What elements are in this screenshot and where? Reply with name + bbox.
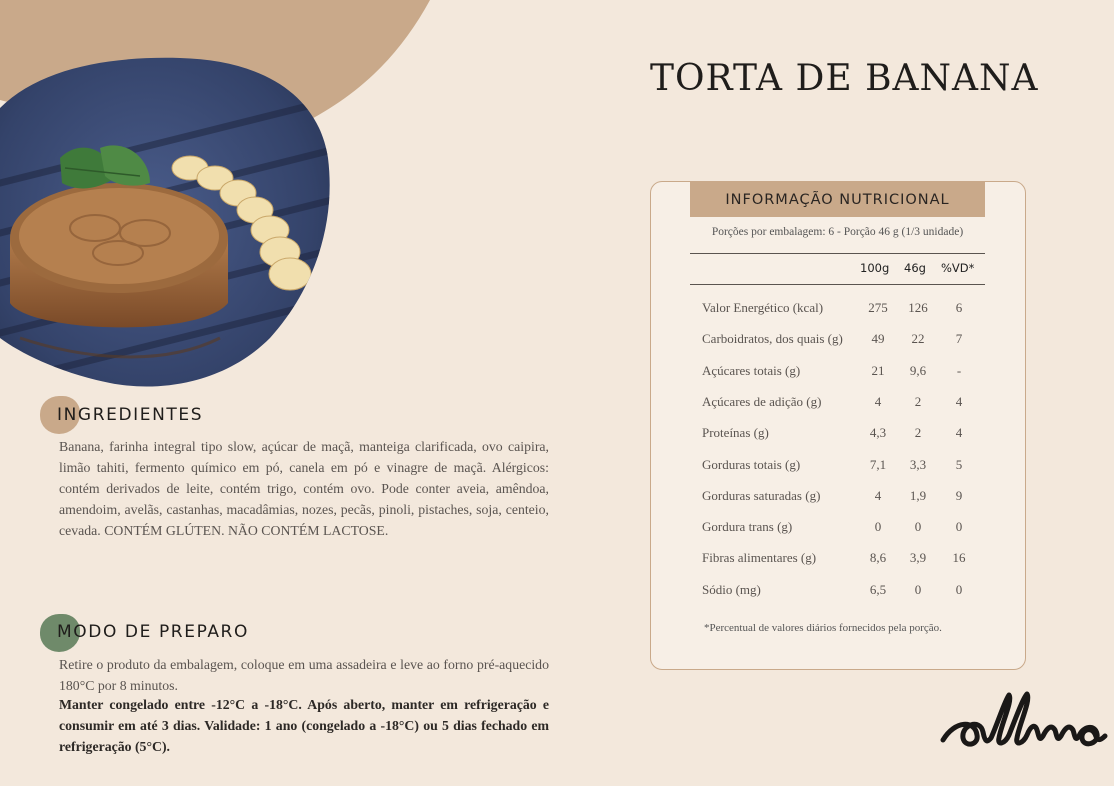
value-portion: 9,6 — [909, 362, 927, 378]
nutrition-footnote: *Percentual de valores diários fornecidos pela porção. — [704, 622, 942, 634]
value-vd: 7 — [955, 331, 963, 347]
ingredients-line: pistaches, soja, centeio, cevada. CONTÉM GLÚTEN. NÃO CONTÉM LACTOSE. — [59, 502, 549, 538]
table-divider — [690, 253, 985, 254]
value-100g: 4 — [874, 487, 882, 503]
nutrient-label: Gorduras saturadas (g) — [702, 487, 821, 503]
nutrient-label: Fibras alimentares (g) — [702, 550, 817, 566]
nutrition-row — [690, 425, 985, 445]
nutrient-label: Gorduras totais (g) — [702, 456, 801, 472]
nutrition-heading: INFORMAÇÃO NUTRICIONAL — [690, 182, 985, 217]
nutrition-row — [690, 300, 985, 320]
value-100g: 6,5 — [869, 581, 887, 597]
value-100g: 8,6 — [869, 550, 887, 566]
nutrient-label: Sódio (mg) — [702, 581, 761, 597]
storage-line: em refrigeração (5°C). — [59, 718, 550, 754]
value-vd: 0 — [955, 519, 963, 535]
nutrition-row — [690, 488, 985, 508]
serving-info: Porções por embalagem: 6 - Porção 46 g (1/3 unidade) — [711, 226, 964, 238]
storage-line: consumir em até 3 dias. Validade: 1 ano (congelado a -18°C) ou 5 dias fechado — [59, 718, 528, 733]
value-vd: 4 — [955, 425, 963, 441]
nutrient-label: Açúcares totais (g) — [702, 362, 801, 378]
ingredients-line: Banana, farinha integral tipo slow, açúcar de maçã, manteiga clarificada, ovo — [59, 439, 503, 454]
value-100g: 4 — [874, 393, 882, 409]
nutrition-row — [690, 331, 985, 351]
value-100g: 4,3 — [869, 425, 887, 441]
ingredients-text — [59, 436, 549, 541]
value-vd: 9 — [955, 487, 963, 503]
column-header-100g: 100g — [860, 261, 890, 275]
nutrition-row — [690, 363, 985, 383]
value-portion: 2 — [914, 393, 922, 409]
preparation-heading: MODO DE PREPARO — [57, 622, 249, 642]
nutrient-label: Proteínas (g) — [702, 425, 769, 441]
ingredients-line: Alérgicos: contém derivados de leite, contém trigo, contém ovo. Pode conter aveia, — [59, 460, 549, 496]
nutrition-row — [690, 457, 985, 477]
value-100g: 7,1 — [869, 456, 887, 472]
value-vd: 0 — [955, 581, 963, 597]
nutrition-row — [690, 519, 985, 539]
storage-text — [59, 694, 549, 757]
value-portion: 3,3 — [909, 456, 927, 472]
value-portion: 2 — [914, 425, 922, 441]
ingredients-heading: INGREDIENTES — [57, 405, 204, 425]
preparation-line: pré-aquecido 180°C por 8 minutos. — [59, 657, 549, 693]
nutrition-row — [690, 582, 985, 602]
column-header-vd: %VD* — [941, 261, 975, 275]
value-portion: 0 — [914, 519, 922, 535]
value-100g: 0 — [874, 519, 882, 535]
value-portion: 22 — [911, 331, 925, 347]
nutrient-label: Gordura trans (g) — [702, 519, 793, 535]
ingredients-line: caipira, limão tahiti, fermento químico em pó, canela em pó e vinagre de maçã. — [59, 439, 549, 475]
nutrition-row — [690, 394, 985, 414]
value-vd: 16 — [952, 550, 966, 566]
ingredients-line: amêndoa, amendoim, avelãs, castanhas, macadâmias, nozes, pecãs, pinoli, — [59, 481, 549, 517]
nutrition-row — [690, 550, 985, 570]
brand-logo — [935, 680, 1110, 760]
value-vd: 4 — [955, 393, 963, 409]
value-100g: 49 — [871, 331, 885, 347]
nutrient-label: Valor Energético (kcal) — [702, 300, 824, 315]
value-vd: 5 — [955, 456, 963, 472]
preparation-text — [59, 654, 549, 696]
nutrient-label: Açúcares de adição (g) — [702, 393, 822, 409]
preparation-line: Retire o produto da embalagem, coloque em uma assadeira e leve ao forno — [59, 657, 474, 672]
product-photo — [0, 38, 332, 390]
table-divider — [690, 284, 985, 285]
value-100g: 275 — [868, 300, 888, 315]
value-portion: 1,9 — [909, 487, 927, 503]
column-header-portion: 46g — [904, 261, 926, 275]
value-100g: 21 — [871, 362, 885, 378]
value-vd: 6 — [955, 300, 963, 315]
page-title: TORTA DE BANANA — [650, 58, 1039, 99]
value-vd: - — [956, 362, 962, 378]
value-portion: 126 — [908, 300, 928, 315]
storage-line: Manter congelado entre -12°C a -18°C. Após aberto, manter em refrigeração e — [59, 697, 549, 712]
value-portion: 0 — [914, 581, 922, 597]
value-portion: 3,9 — [909, 550, 927, 566]
nutrient-label: Carboidratos, dos quais (g) — [702, 331, 843, 347]
